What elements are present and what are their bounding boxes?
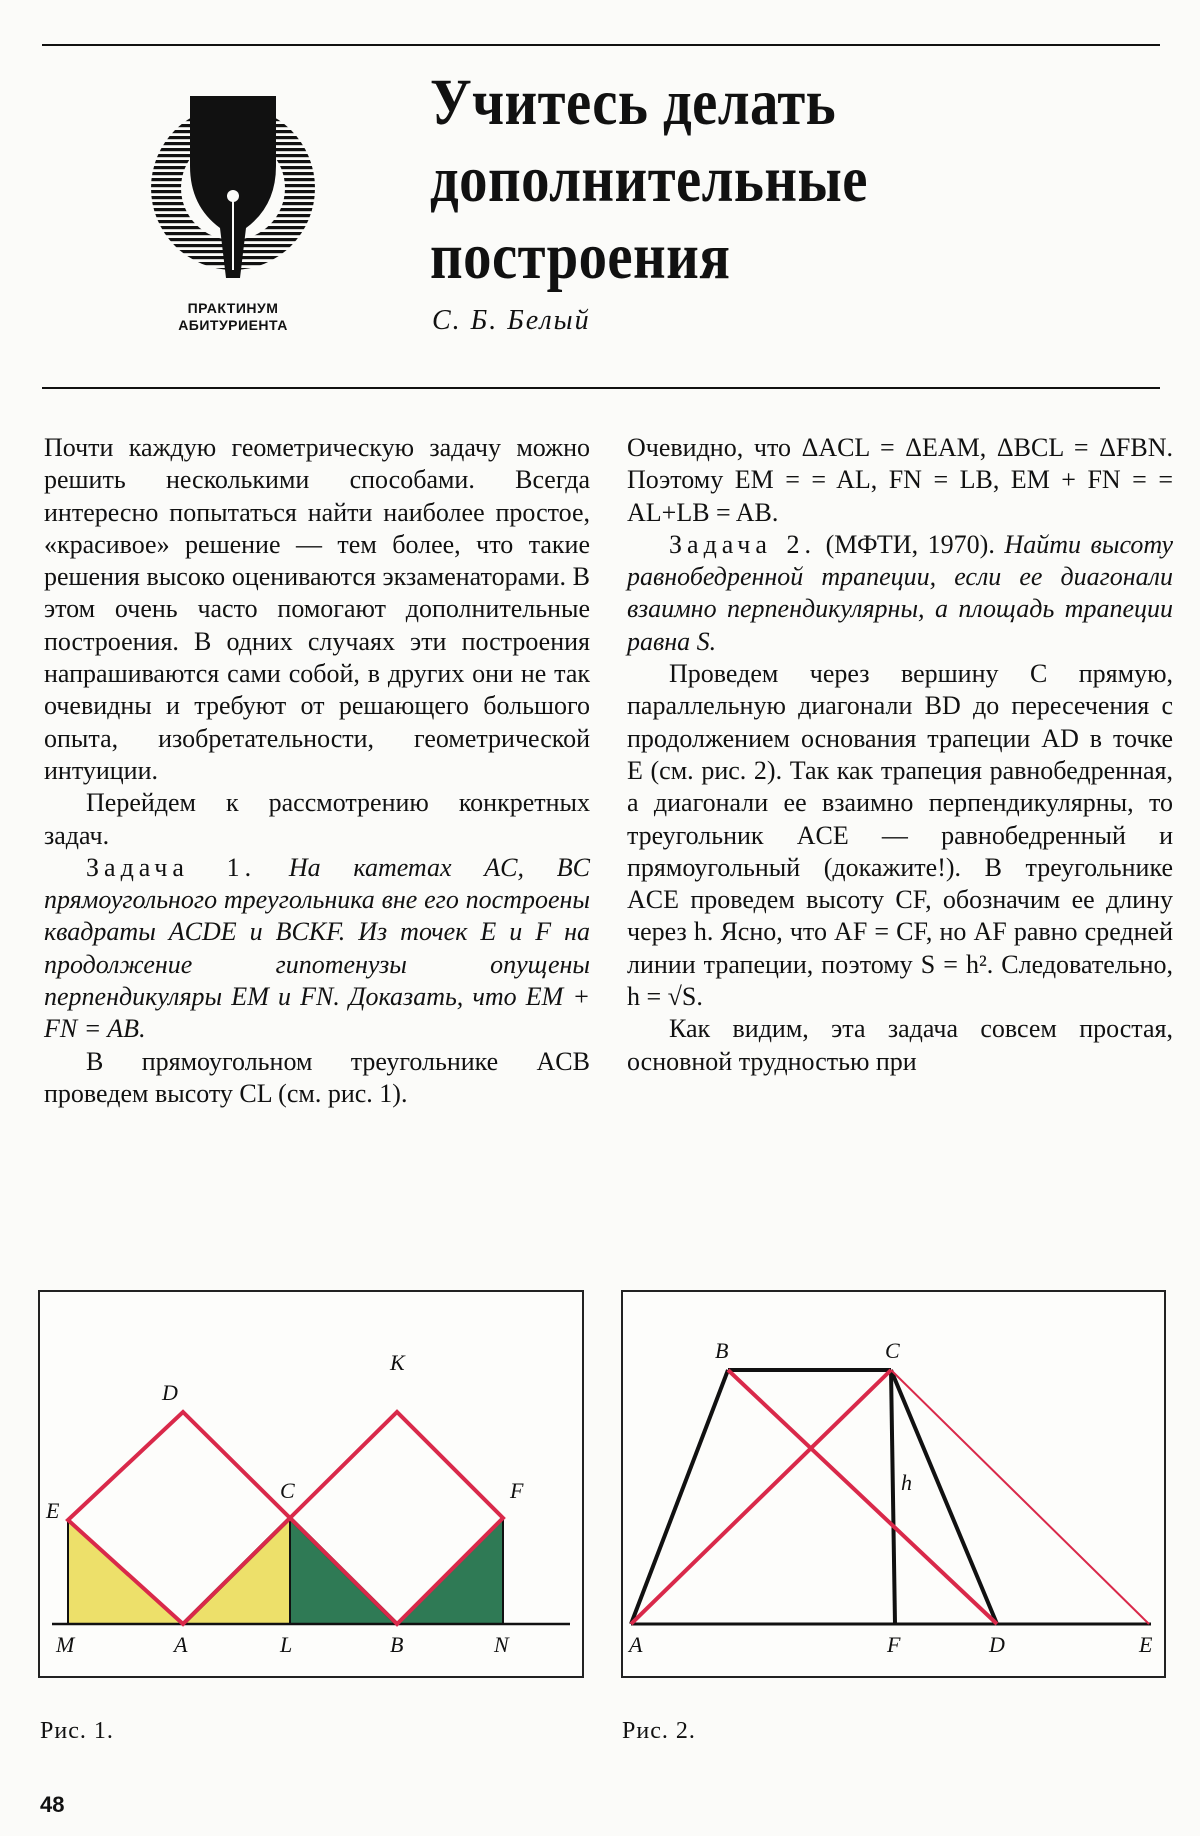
right-column [627, 432, 1173, 1078]
label-K: K [390, 1350, 405, 1375]
paragraph-transition: Перейдем к рассмотрению конкретных задач. [44, 788, 590, 850]
leg-cd [891, 1370, 997, 1624]
problem-2 [627, 529, 1173, 658]
label-A: A [174, 1632, 188, 1657]
rubric-label [148, 300, 318, 334]
article-title [430, 64, 912, 295]
diagonal-ac [631, 1370, 891, 1624]
label-F: F [887, 1632, 901, 1657]
author: С. Б. Белый [432, 305, 591, 336]
paragraph-conclusion: Как видим, эта задача совсем простая, основной трудностью при [627, 1014, 1173, 1076]
label-M: M [56, 1632, 75, 1657]
figure-2 [621, 1290, 1166, 1678]
pen-nib-logo-icon [148, 88, 318, 288]
label-B: B [390, 1632, 404, 1657]
left-column [44, 432, 590, 1110]
title-line-2: дополнительные [430, 143, 868, 216]
diagonal-bd [728, 1370, 997, 1624]
title-line-1: Учитесь делать [430, 66, 837, 139]
title-line-3: построения [430, 220, 731, 293]
problem-1-label: Задача 1. [86, 852, 257, 882]
rubric-line-2: АБИТУРИЕНТА [178, 317, 288, 333]
solution-1-start: В прямоугольном треугольнике ACB проведем высоту CL (см. рис. 1). [44, 1046, 590, 1108]
rubric-line-1: ПРАКТИНУМ [187, 300, 279, 316]
solution-2: Проведем через вершину C прямую, параллельную диагонали BD до пересечения с продолжением основания трапеции AD в точке E (см. рис. 2). Так как трапеция равнобедренная, а диагонали ее взаимно перпендикулярны, то треугольник ACE — равнобедренный и прямоугольный (докажите!). В треугольнике ACE проведем высоту CF, обозначим ее длину через h. Ясно, что AF = CF, но AF равно средней линии трапеции, поэтому S = h². Следовательно, h = √S. [627, 659, 1173, 1012]
label-B: B [715, 1338, 729, 1363]
figure-1 [38, 1290, 584, 1678]
label-C: C [280, 1478, 295, 1503]
problem-2-label: Задача 2. [669, 529, 816, 559]
figure-2-caption: Рис. 2. [622, 1718, 696, 1744]
label-N: N [494, 1632, 509, 1657]
line-ce [891, 1370, 1149, 1624]
label-F: F [510, 1478, 524, 1503]
label-D: D [162, 1380, 178, 1405]
problem-1-statement: На катетах AC, BC прямоугольного треугольника вне его построены квадраты ACDE и BCKF. Из точек E и F на продолжение гипотенузы опущены перпендикуляры EM и FN. Доказать, что EM + FN = AB. [44, 852, 590, 1044]
header-divider [42, 387, 1160, 389]
problem-2-statement: Найти высоту равнобедренной трапеции, если ее диагонали взаимно перпендикулярны, а площадь трапеции равна S. [627, 529, 1174, 656]
label-A: A [629, 1632, 643, 1657]
problem-1 [44, 852, 590, 1046]
figure-1-caption: Рис. 1. [40, 1718, 114, 1744]
top-rule [42, 44, 1160, 46]
label-L: L [280, 1632, 293, 1657]
leg-ab [631, 1370, 728, 1624]
label-D: D [989, 1632, 1005, 1657]
height-cf [891, 1370, 895, 1624]
problem-2-source: (МФТИ, 1970). [825, 529, 995, 559]
page-number: 48 [40, 1792, 65, 1817]
label-E: E [46, 1498, 60, 1523]
label-C: C [885, 1338, 900, 1363]
solution-1-end: Очевидно, что ΔACL = ΔEAM, ΔBCL = ΔFBN. Поэтому EM = = AL, FN = LB, EM + FN = = AL+LB = AB. [627, 433, 1173, 527]
label-E: E [1139, 1632, 1153, 1657]
paragraph-intro: Почти каждую геометрическую задачу можно решить несколькими способами. Всегда интересно попытаться найти наиболее простое, «красивое» решение — тем более, что такие решения высоко оцениваются экзаменаторами. В этом очень часто помогают дополнительные построения. В одних случаях эти построения напрашиваются сами собой, в других они не так очевидны и требуют от решающего большого опыта, изобретательности, геометрической интуиции. [44, 433, 590, 785]
label-h: h [901, 1470, 912, 1495]
